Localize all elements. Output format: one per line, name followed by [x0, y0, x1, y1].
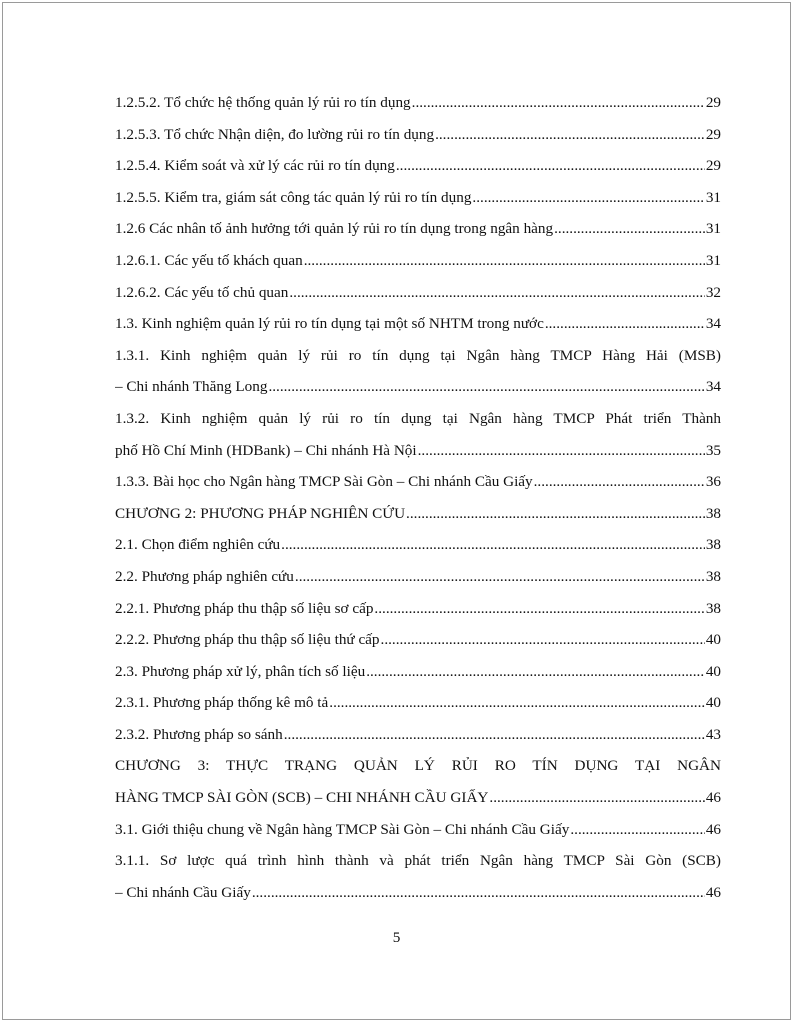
toc-entry-title: 2.3. Phương pháp xử lý, phân tích số liệu [115, 662, 366, 680]
dot-leader [289, 284, 704, 302]
toc-entry [115, 663, 721, 695]
toc-entry-page: 38 [705, 567, 721, 585]
toc-entry-title: 1.3.3. Bài học cho Ngân hàng TMCP Sài Gòn – Chi nhánh Cầu Giấy [115, 473, 533, 491]
dot-leader [284, 726, 705, 744]
toc-entry-page: 31 [705, 220, 721, 238]
toc-entry-page: 36 [705, 473, 721, 491]
toc-entry-title: 2.3.2. Phương pháp so sánh [115, 725, 283, 743]
toc-entry-page: 38 [705, 536, 721, 554]
toc-entry-title: 1.2.5.5. Kiểm tra, giám sát công tác quản lý rủi ro tín dụng [115, 188, 472, 206]
toc-entry-line: CHƯƠNG 3: THỰC TRẠNG QUẢN LÝ RỦI RO TÍN DỤNG TẠI NGÂN [115, 757, 721, 775]
toc-entry-title: – Chi nhánh Cầu Giấy [115, 883, 251, 901]
dot-leader [381, 631, 705, 649]
toc-entry-title: 2.2.1. Phương pháp thu thập số liệu sơ cấp [115, 599, 374, 617]
toc-entry-title: 1.2.6.1. Các yếu tố khách quan [115, 251, 303, 269]
toc-entry [115, 252, 721, 284]
toc-entry [115, 315, 721, 347]
dot-leader [252, 884, 705, 902]
toc-entry-title: 1.2.5.2. Tổ chức hệ thống quản lý rủi ro tín dụng [115, 94, 411, 111]
toc-entry-page: 46 [705, 883, 721, 901]
dot-leader [412, 94, 705, 112]
toc-entry [115, 789, 721, 821]
dot-leader [329, 694, 705, 712]
dot-leader [281, 536, 705, 554]
toc-entry-page: 40 [705, 694, 721, 712]
toc-entry-page: 46 [705, 789, 721, 807]
toc-entry-page: 35 [705, 441, 721, 459]
table-of-contents [115, 94, 721, 915]
toc-entry-page: 32 [705, 283, 721, 301]
toc-entry [115, 568, 721, 600]
dot-leader [396, 157, 705, 175]
toc-entry-page: 34 [705, 378, 721, 396]
document-page [2, 2, 791, 1020]
dot-leader [366, 663, 705, 681]
toc-entry-page: 38 [705, 599, 721, 617]
dot-leader [489, 789, 704, 807]
toc-entry-line: 1.3.2. Kinh nghiệm quản lý rủi ro tín dụng tại Ngân hàng TMCP Phát triển Thành [115, 409, 721, 427]
toc-entry [115, 157, 721, 189]
dot-leader [418, 442, 705, 460]
toc-entry [115, 694, 721, 726]
toc-entry [115, 284, 721, 316]
dot-leader [472, 189, 704, 207]
toc-entry [115, 94, 721, 126]
dot-leader [374, 600, 704, 618]
toc-entry [115, 884, 721, 916]
toc-entry [115, 505, 721, 537]
toc-entry [115, 726, 721, 758]
toc-entry-title: CHƯƠNG 2: PHƯƠNG PHÁP NGHIÊN CỨU [115, 504, 406, 522]
toc-entry-title: 3.1. Giới thiệu chung về Ngân hàng TMCP Sài Gòn – Chi nhánh Cầu Giấy [115, 820, 570, 838]
toc-entry-page: 43 [705, 725, 721, 743]
dot-leader [304, 252, 705, 270]
toc-entry-title: 2.2. Phương pháp nghiên cứu [115, 567, 294, 585]
toc-entry-title: HÀNG TMCP SÀI GÒN (SCB) – CHI NHÁNH CẦU GIẤY [115, 789, 489, 807]
toc-entry-page: 34 [705, 315, 721, 333]
toc-entry [115, 631, 721, 663]
toc-entry-title: – Chi nhánh Thăng Long [115, 378, 268, 396]
toc-entry-page: 46 [705, 820, 721, 838]
toc-entry-page: 40 [705, 631, 721, 649]
toc-entry-page: 29 [705, 94, 721, 111]
toc-entry-title: phố Hồ Chí Minh (HDBank) – Chi nhánh Hà Nội [115, 441, 417, 459]
toc-entry [115, 378, 721, 410]
toc-entry-page: 29 [705, 125, 721, 143]
toc-entry-title: 2.2.2. Phương pháp thu thập số liệu thứ cấp [115, 631, 380, 649]
dot-leader [545, 315, 705, 333]
toc-entry-page: 31 [705, 251, 721, 269]
toc-entry [115, 126, 721, 158]
dot-leader [406, 505, 705, 523]
toc-entry-title: 1.2.5.3. Tổ chức Nhận diện, đo lường rủi ro tín dụng [115, 125, 435, 143]
dot-leader [534, 473, 705, 491]
page-number: 5 [392, 929, 401, 946]
toc-entry-title: 1.2.5.4. Kiểm soát và xử lý các rủi ro tín dụng [115, 157, 395, 175]
dot-leader [554, 220, 705, 238]
toc-entry-line: 3.1.1. Sơ lược quá trình hình thành và phát triển Ngân hàng TMCP Sài Gòn (SCB) [115, 852, 721, 870]
toc-entry [115, 536, 721, 568]
dot-leader [435, 126, 705, 144]
dot-leader [268, 378, 704, 396]
toc-entry-title: 1.2.6.2. Các yếu tố chủ quan [115, 283, 289, 301]
toc-entry-title: 1.3. Kinh nghiệm quản lý rủi ro tín dụng tại một số NHTM trong nước [115, 315, 544, 333]
dot-leader [570, 821, 704, 839]
toc-entry [115, 442, 721, 474]
toc-entry [115, 600, 721, 632]
toc-entry-page: 40 [705, 662, 721, 680]
toc-entry-title: 2.1. Chọn điểm nghiên cứu [115, 536, 281, 554]
toc-entry-title: 1.2.6 Các nhân tố ảnh hưởng tới quản lý rủi ro tín dụng trong ngân hàng [115, 220, 554, 238]
toc-entry [115, 189, 721, 221]
dot-leader [295, 568, 705, 586]
toc-entry-title: 2.3.1. Phương pháp thống kê mô tả [115, 694, 329, 712]
toc-entry [115, 821, 721, 853]
toc-entry-page: 31 [705, 188, 721, 206]
toc-entry [115, 473, 721, 505]
toc-entry-page: 29 [705, 157, 721, 175]
toc-entry-page: 38 [705, 504, 721, 522]
toc-entry [115, 220, 721, 252]
toc-entry-line: 1.3.1. Kinh nghiệm quản lý rủi ro tín dụng tại Ngân hàng TMCP Hàng Hải (MSB) [115, 346, 721, 364]
